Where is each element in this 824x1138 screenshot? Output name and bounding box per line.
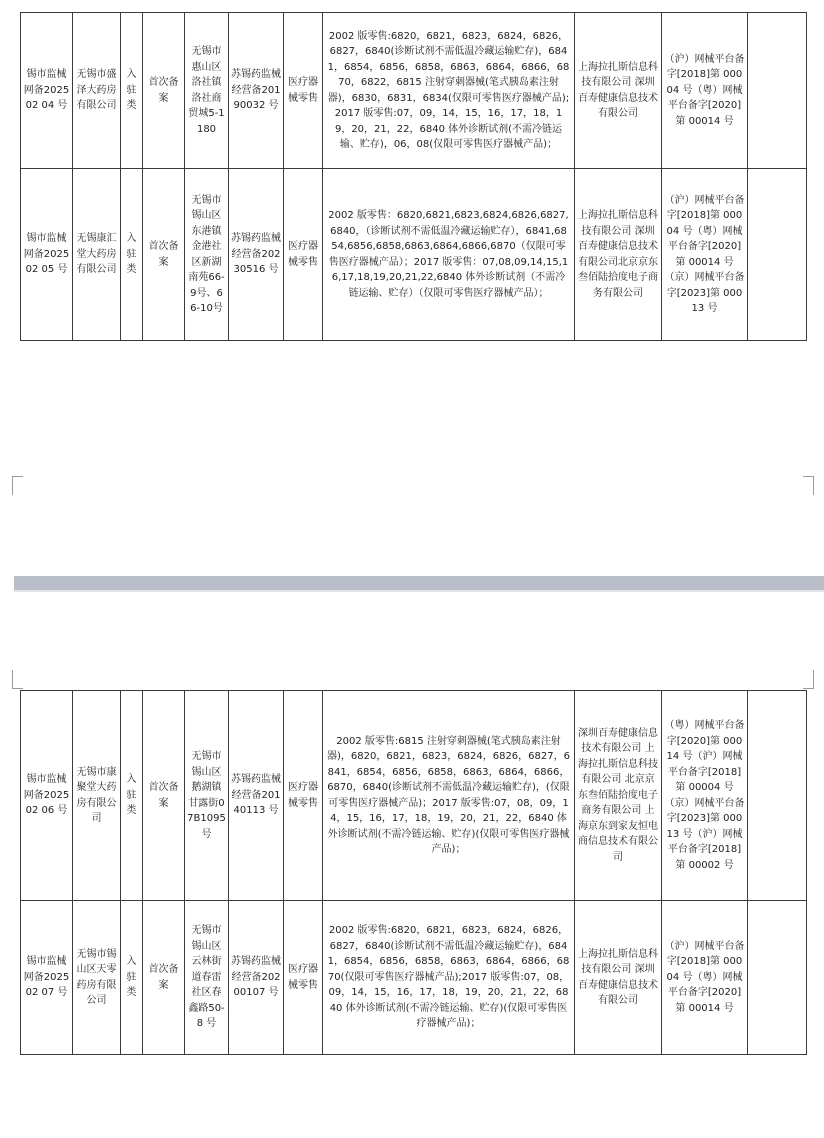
filing-type: 首次备案 [143,169,185,341]
business-mode: 医疗器械零售 [284,901,323,1055]
page-corner-mark [12,476,23,495]
page-corner-mark [12,670,23,689]
license-number: 苏锡药监械经营备20200107 号 [229,901,284,1055]
license-number: 苏锡药监械经营备20230516 号 [229,169,284,341]
business-scope: 2002 版零售:6820，6821，6823，6824，6826，6827，6840(诊断试剂不需低温冷藏运输贮存)，6841，6854，6856，6858，6863，6864，6866，6870，6822，6815 注射穿刺器械(笔式胰岛素注射器)，6830，6831，6834(仅限可零售医疗器械产品);2017 版零售:07，09，14，15，16，17，18，19，20，21，22，6840 体外诊断试剂(不需冷链运输、贮存)，06，08(仅限可零售医疗器械产品)； [323,13,575,169]
note [748,901,807,1055]
business-mode: 医疗器械零售 [284,13,323,169]
note [748,13,807,169]
entry-type: 入驻类 [121,169,143,341]
platform-record: （沪）网械平台备字[2018]第 00004 号（粤）网械平台备字[2020]第 00014 号（京）网械平台备字[2023]第 00013 号 [662,169,748,341]
license-number: 苏锡药监械经营备20190032 号 [229,13,284,169]
platform-name: 上海拉扎斯信息科技有限公司 深圳百寿健康信息技术有限公司 [575,13,662,169]
table-row [21,13,807,169]
business-mode: 医疗器械零售 [284,169,323,341]
address: 无锡市锡山区鹅湖镇甘露街07B1095 号 [185,691,229,901]
page-break-shadow [14,590,824,592]
records-table-page1 [20,12,807,341]
platform-name: 深圳百寿健康信息技术有限公司 上海拉扎斯信息科技有限公司 北京京东叁佰陆拾度电子商务有限公司 上海京东到家友恒电商信息技术有限公司 [575,691,662,901]
page-top-edge [0,0,824,12]
note [748,691,807,901]
record-number: 锡市监械网备202502 07 号 [21,901,73,1055]
company-name: 无锡市盛泽大药房有限公司 [73,13,121,169]
page-corner-mark [803,670,814,689]
platform-name: 上海拉扎斯信息科技有限公司 深圳百寿健康信息技术有限公司 [575,901,662,1055]
platform-name: 上海拉扎斯信息科技有限公司 深圳百寿健康信息技术有限公司北京京东叁佰陆拾度电子商务有限公司 [575,169,662,341]
platform-record: （沪）网械平台备字[2018]第 00004 号（粤）网械平台备字[2020]第 00014 号 [662,901,748,1055]
entry-type: 入驻类 [121,901,143,1055]
platform-record: （沪）网械平台备字[2018]第 00004 号（粤）网械平台备字[2020]第 00014 号 [662,13,748,169]
platform-record: （粤）网械平台备字[2020]第 00014 号（沪）网械平台备字[2018]第 00004 号（京）网械平台备字[2023]第 00013 号（沪）网械平台备字[2018]第 00002 号 [662,691,748,901]
company-name: 无锡市锡山区天零药房有限公司 [73,901,121,1055]
address: 无锡市锡山区东港镇金港社区新湖南苑66-9号、66-10号 [185,169,229,341]
page-corner-mark [803,476,814,495]
record-number: 锡市监械网备202502 06 号 [21,691,73,901]
filing-type: 首次备案 [143,13,185,169]
filing-type: 首次备案 [143,691,185,901]
company-name: 无锡康汇堂大药房有限公司 [73,169,121,341]
address: 无锡市惠山区洛社镇洛社商贸城5-1180 [185,13,229,169]
address: 无锡市锡山区云林街道春雷社区春鑫路50-8 号 [185,901,229,1055]
business-scope: 2002 版零售:6815 注射穿刺器械(笔式胰岛素注射器)，6820，6821，6823，6824，6826，6827，6841，6854，6856，6858，6863，6864，6866，6870，6840(诊断试剂不需低温冷藏运输贮存)，(仅限可零售医疗器械产品)；2017 版零售:07，08，09，14，15，16，17，18，19，20，21，22，6840 体外诊断试剂(不需冷链运输、贮存)(仅限可零售医疗器械产品)； [323,691,575,901]
filing-type: 首次备案 [143,901,185,1055]
table-row [21,901,807,1055]
records-table-page2 [20,690,807,1055]
table-row [21,691,807,901]
table-row [21,169,807,341]
company-name: 无锡市康聚堂大药房有限公司 [73,691,121,901]
license-number: 苏锡药监械经营备20140113 号 [229,691,284,901]
note [748,169,807,341]
business-scope: 2002 版零售：6820,6821,6823,6824,6826,6827,6840，（诊断试剂不需低温冷藏运输贮存），6841,6854,6856,6858,6863,6864,6866,6870（仅限可零售医疗器械产品）；2017 版零售：07,08,09,14,15,16,17,18,19,20,21,22,6840 体外诊断试剂（不需冷链运输、贮存）（仅限可零售医疗器械产品）； [323,169,575,341]
page-break-gap [14,576,824,590]
business-mode: 医疗器械零售 [284,691,323,901]
record-number: 锡市监械网备202502 04 号 [21,13,73,169]
record-number: 锡市监械网备202502 05 号 [21,169,73,341]
business-scope: 2002 版零售:6820，6821，6823，6824，6826，6827，6840(诊断试剂不需低温冷藏运输贮存)，6841，6854，6856，6858，6863，6864，6866，6870(仅限可零售医疗器械产品);2017 版零售:07，08，09，14，15，16，17，18，19，20，21，22，6840 体外诊断试剂(不需冷链运输、贮存)(仅限可零售医疗器械产品)； [323,901,575,1055]
entry-type: 入驻类 [121,691,143,901]
entry-type: 入驻类 [121,13,143,169]
